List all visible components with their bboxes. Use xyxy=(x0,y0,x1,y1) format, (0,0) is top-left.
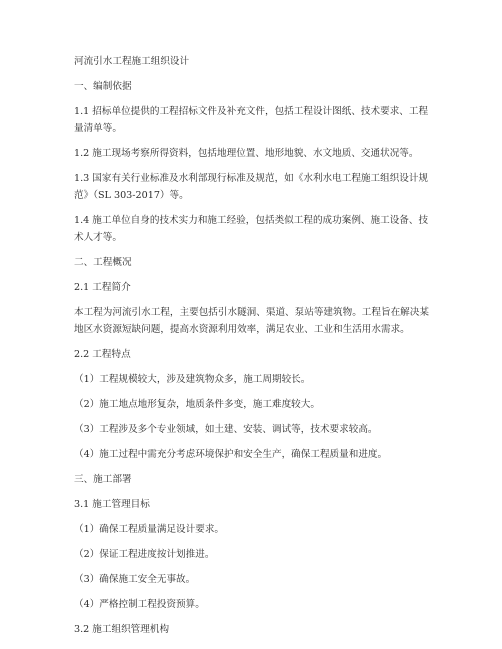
subsection-heading: 2.1 工程简介 xyxy=(74,282,131,293)
subsection-heading: 2.2 工程特点 xyxy=(74,349,131,360)
paragraph: 1.3 国家有关行业标准及水利部现行标准及规范，如《水利水电工程施工组织设计规范》（SL 303-2017）等。 xyxy=(74,173,429,201)
list-item: （3）确保施工安全无事故。 xyxy=(74,574,196,585)
subsection-heading: 3.1 施工管理目标 xyxy=(74,499,150,510)
document-body xyxy=(74,53,434,638)
paragraph: 1.4 施工单位自身的技术实力和施工经验，包括类似工程的成功案例、施工设备、技术人才等。 xyxy=(74,215,429,243)
section-heading: 三、施工部署 xyxy=(74,474,132,485)
list-item: （1）确保工程质量满足设计要求。 xyxy=(74,524,225,535)
list-item: （2）施工地点地形复杂，地质条件多变，施工难度较大。 xyxy=(74,399,320,410)
list-item: （4）施工过程中需充分考虑环境保护和安全生产，确保工程质量和进度。 xyxy=(74,449,388,460)
paragraph: 本工程为河流引水工程，主要包括引水隧洞、渠道、泵站等建筑物。工程旨在解决某地区水资源短缺问题，提高水资源利用效率，满足农业、工业和生活用水需求。 xyxy=(74,307,429,335)
list-item: （4）严格控制工程投资预算。 xyxy=(74,599,205,610)
paragraph: 1.1 招标单位提供的工程招标文件及补充文件，包括工程设计图纸、技术要求、工程量清单等。 xyxy=(74,106,429,134)
paragraph: 1.2 施工现场考察所得资料，包括地理位置、地形地貌、水文地质、交通状况等。 xyxy=(74,148,419,159)
list-item: （3）工程涉及多个专业领域，如土建、安装、调试等，技术要求较高。 xyxy=(74,424,378,435)
section-heading: 二、工程概况 xyxy=(74,257,132,268)
document-title: 河流引水工程施工组织设计 xyxy=(74,56,190,67)
subsection-heading: 3.2 施工组织管理机构 xyxy=(74,624,170,635)
list-item: （2）保证工程进度按计划推进。 xyxy=(74,549,215,560)
section-heading: 一、编制依据 xyxy=(74,81,132,92)
list-item: （1）工程规模较大，涉及建筑物众多，施工周期较长。 xyxy=(74,374,311,385)
